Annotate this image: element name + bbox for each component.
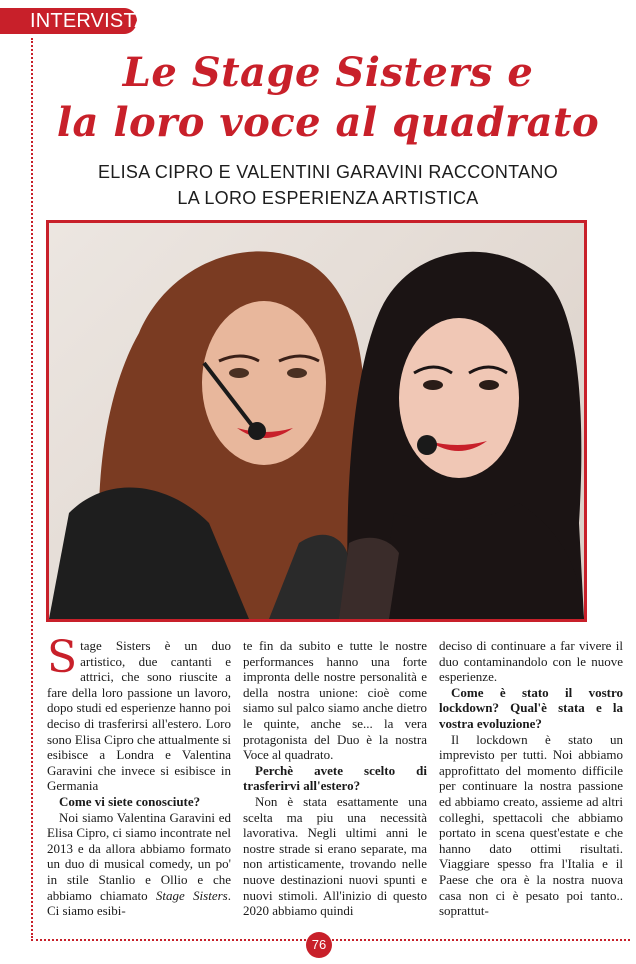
question-1: Come vi siete conosciute?	[59, 793, 201, 809]
duo-name: Stage Sisters	[155, 887, 228, 903]
answer-2-end: deciso di continuare a far vivere il duo contaminandolo con le nuove esperienze.	[439, 638, 623, 685]
article-title	[40, 48, 616, 148]
answer-2-start: Non è stata esattamente una scelta ma piu una necessità lavorativa. Negli ultimi anni le nostre strade si erano separate, ma non artisticamente, trovando nelle nuove destinazioni nuovi spunti e nuovi stimoli. All'inizio di questo 2020 abbiamo quindi	[243, 793, 427, 919]
article-photo	[46, 220, 587, 622]
subtitle-line-1: ELISA CIPRO E VALENTINI GARAVINI RACCONTANO	[98, 162, 558, 182]
answer-1-start: Noi siamo Valentina Garavini ed Elisa Cipro, ci siamo incontrate nel 2013 e da allora abbiamo formato un duo di musical comedy, un po' in stile Stanlio e Ollio e che abbiamo chiamato Stage Sisters. Ci siamo esibi-	[47, 809, 231, 919]
section-tag: INTERVISTA	[0, 8, 137, 34]
article-subtitle	[40, 159, 616, 211]
two-women-photo-icon	[49, 223, 584, 619]
title-line-1: Le Stage Sisters e	[122, 49, 534, 96]
answer-1-end: te fin da subito e tutte le nostre performances hanno una forte impronta delle nostre personalità e della nostra unione: cioè come siamo sul palco siamo anche dietro le quinte, anche se... la vera protagonista del Duo è la nostra Voce al quadrato.	[243, 638, 427, 763]
page-number: 76	[306, 932, 332, 958]
question-2: Perchè avete scelto di trasferirvi all'estero?	[243, 762, 427, 794]
intro-paragraph: Stage Sisters è un duo artistico, due cantanti e attrici, che sono riuscite a fare della loro passione un lavoro, dopo studi ed esperienze hanno poi deciso di trasferirsi all'estero. Loro sono Elisa Cipro che attualmente si esibisce a Londra e Valentina Garavini che invece si esibisce in Germania	[47, 632, 231, 794]
article-body	[47, 632, 623, 922]
question-3: Come è stato il vostro lockdown? Qual'è stata e la vostra evoluzione?	[439, 684, 623, 731]
right-face	[399, 318, 519, 478]
answer-3: Il lockdown è stato un imprevisto per tutti. Noi abbiamo approfittato del momento difficile per continuare la nostra passione ed abbiamo creato, assieme ad altri colleghi, spettacoli che abbiamo portato in scena quest'estate e che hanno dato ottimi risultati. Viaggiare spesso fra l'Italia e il Paese che ora è la nostra nuova casa non ci è pesato poi tanto.. soprattut-	[439, 731, 623, 919]
column-2	[243, 638, 427, 922]
column-1	[47, 632, 231, 922]
subtitle-line-2: LA LORO ESPERIENZA ARTISTICA	[177, 188, 479, 208]
drop-cap: S	[47, 632, 78, 683]
title-line-2: la loro voce al quadrato	[56, 99, 600, 146]
left-dotted-rule	[31, 38, 33, 938]
column-3	[439, 638, 623, 922]
